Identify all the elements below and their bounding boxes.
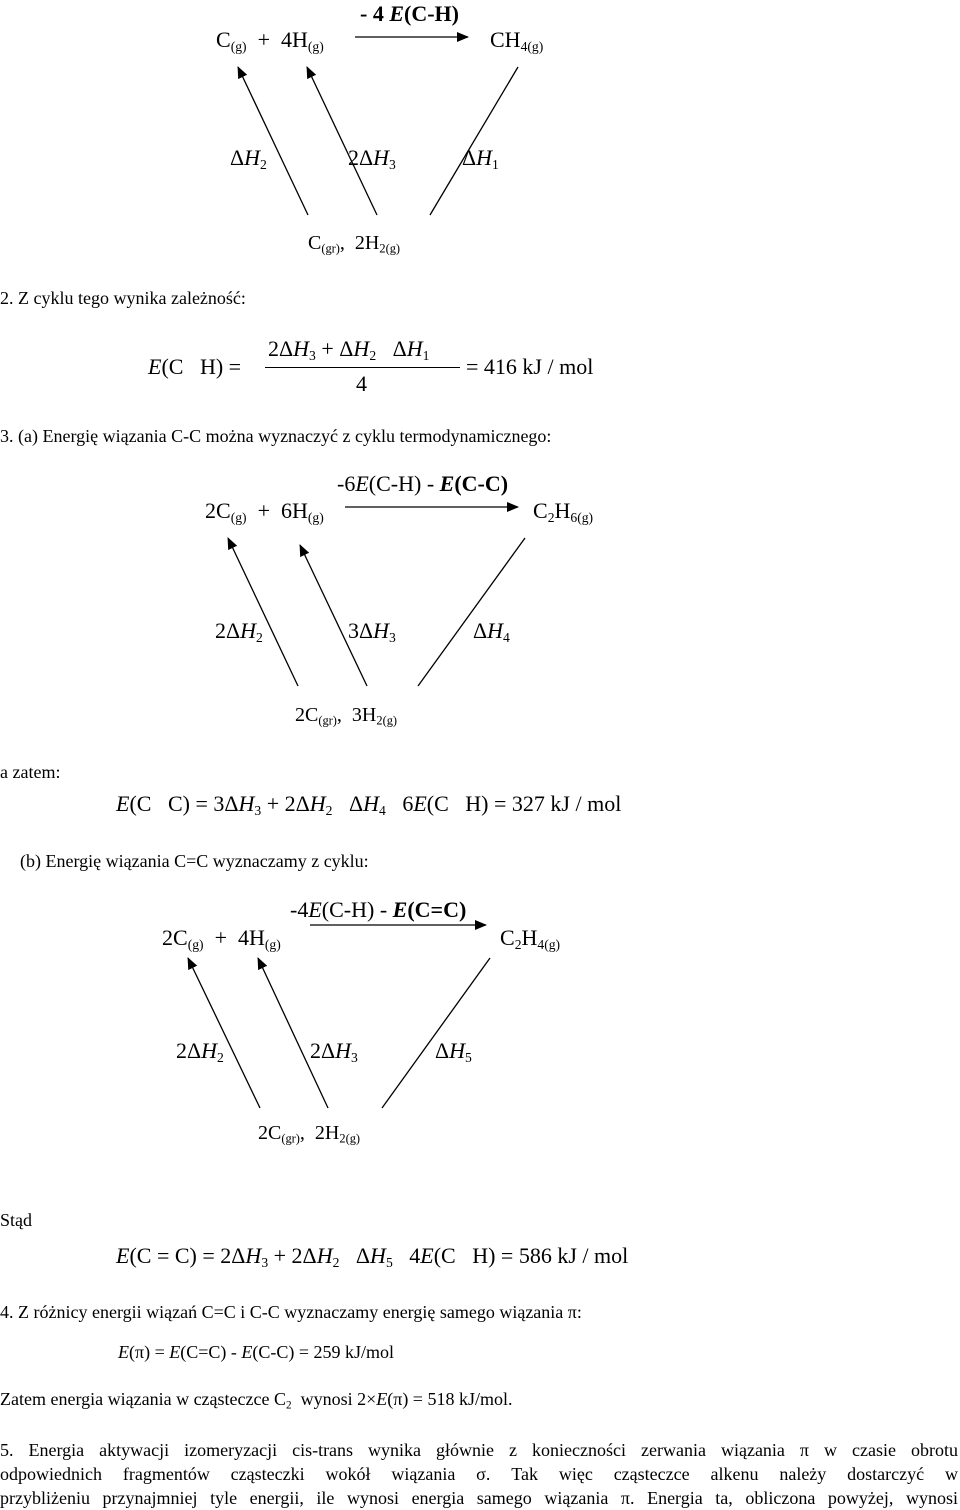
cycle1-dh-right: $\Delta H_1$	[462, 145, 499, 173]
cycle3-elements: $2C_{(gr)}$, $2H_{2(g)}$	[258, 1122, 361, 1146]
cycle2-dh-left: $2\Delta H_2$	[215, 618, 263, 646]
zatem-equation: E(C $C) = 3\Delta H_3 + 2\Delta H_2$ $\Delta H_4$ 6E(C H) = 327 kJ / mol	[116, 791, 622, 819]
item5-line3: przybliżeniu przynajmniej tyle energii, ile wynosi energia samego wiązania π. Energia ta, obliczona powyżej, wynosi	[0, 1488, 958, 1508]
item2-fraction-bar	[265, 367, 460, 368]
item5-line2: odpowiednich fragmentów cząsteczki wokół wiązania σ. Tak więc cząsteczce alkenu należy dostarczyć w	[0, 1464, 958, 1484]
cycle2-reactants: $2C_{(g)} + 6H_{(g)}$	[205, 498, 324, 526]
item2-eq-result: = 416 kJ / mol	[466, 354, 594, 379]
cycle3-arrow-label: -4E(C-H) - E(C=C)	[290, 897, 467, 922]
cycle3-dh-mid: $2\Delta H_3$	[310, 1038, 358, 1066]
cycle2-product: $C_2H_{6(g)}$	[533, 498, 594, 526]
item2-eq-lhs: E(C H) =	[148, 354, 242, 379]
item5-line1: 5. Energia aktywacji izomeryzacji cis-trans wynika głównie z konieczności zerwania wiązania π w czasie obrotu	[0, 1440, 958, 1460]
stad-equation: $E(C = C) = 2\Delta H_3 + 2\Delta H_2$ $\Delta H_5$ 4E(C H) = 586 kJ / mol	[116, 1243, 629, 1271]
cycle1-mid-arrow	[307, 67, 377, 215]
cycle3-left-arrow	[188, 958, 260, 1108]
item4-equation: E(π) = E(C=C) - E(C-C) = 259 kJ/mol	[118, 1342, 395, 1362]
cycle1-right-line	[430, 67, 518, 215]
item4-zatem: Zatem energia wiązania w cząsteczce $C_2$ wynosi 2×E(π) = 518 kJ/mol.	[0, 1389, 513, 1412]
stad-label: Stąd	[0, 1210, 33, 1230]
item3a-text: 3. (a) Energię wiązania C-C można wyznaczyć z cyklu termodynamicznego:	[0, 426, 552, 446]
cycle2-mid-arrow	[300, 545, 367, 686]
cycle1-arrow-label: - 4 E(C-H)	[360, 1, 459, 26]
cycle1-dh-mid: $2\Delta H_3$	[348, 145, 396, 173]
cycle2-right-line	[418, 538, 525, 686]
item2-eq-denominator: 4	[356, 371, 367, 396]
cycle2-arrow-label: -6E(C-H) - E(C-C)	[337, 471, 509, 496]
cycle2-dh-mid: $3\Delta H_3$	[348, 618, 396, 646]
cycle1-product: $CH_{4(g)}$	[490, 27, 544, 55]
cycle1-elements: $C_{(gr)}$, $2H_{2(g)}$	[308, 232, 401, 256]
item4-text: 4. Z różnicy energii wiązań C=C i C-C wyznaczamy energię samego wiązania π:	[0, 1302, 582, 1322]
item2-eq-numerator: $2\Delta H_3 + \Delta H_2$ $\Delta H_1$	[268, 336, 430, 364]
cycle2-elements: $2C_{(gr)}$, $3H_{2(g)}$	[295, 704, 398, 728]
cycle3-dh-right: $\Delta H_5$	[435, 1038, 472, 1066]
item3b-text: (b) Energię wiązania C=C wyznaczamy z cyklu:	[20, 851, 369, 871]
cycle3-product: $C_2H_{4(g)}$	[500, 925, 561, 953]
zatem-label: a zatem:	[0, 762, 61, 782]
cycle3-right-line	[382, 958, 490, 1108]
cycle1-reactants: $C_{(g)} + 4H_{(g)}$	[216, 27, 324, 55]
cycle2-left-arrow	[228, 538, 298, 686]
cycle3-dh-left: $2\Delta H_2$	[176, 1038, 224, 1066]
item2-text: 2. Z cyklu tego wynika zależność:	[0, 288, 246, 308]
cycle3-mid-arrow	[258, 958, 328, 1108]
cycle1-left-arrow	[238, 67, 308, 215]
cycle2-dh-right: $\Delta H_4$	[473, 618, 510, 646]
cycle1-dh-left: $\Delta H_2$	[230, 145, 267, 173]
cycle3-reactants: $2C_{(g)} + 4H_{(g)}$	[162, 925, 281, 953]
